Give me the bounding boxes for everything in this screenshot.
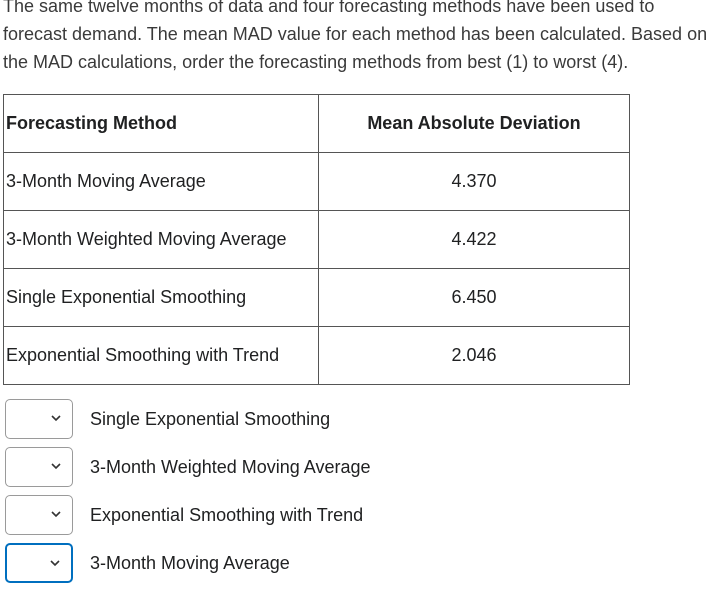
method-cell: Single Exponential Smoothing bbox=[4, 269, 319, 327]
chevron-down-icon bbox=[49, 557, 61, 569]
ranking-item bbox=[5, 493, 363, 537]
mad-value-cell: 6.450 bbox=[319, 269, 630, 327]
ranking-item-label: Exponential Smoothing with Trend bbox=[90, 504, 364, 525]
method-cell: Exponential Smoothing with Trend bbox=[4, 327, 319, 385]
mad-value-cell: 4.422 bbox=[319, 211, 630, 269]
ranking-item bbox=[5, 541, 290, 585]
chevron-down-icon bbox=[50, 508, 62, 520]
table-row bbox=[4, 269, 630, 327]
ranking-item-label: 3-Month Moving Average bbox=[90, 552, 290, 573]
ranking-item bbox=[5, 445, 371, 489]
question-text: The same twelve months of data and four forecasting methods have been used to forecast demand. The mean MAD value for each method has been calculated. Based on the MAD calculations, order the forecasting methods from best (1) to worst (4). bbox=[3, 0, 708, 72]
ranking-item bbox=[5, 397, 330, 441]
chevron-down-icon bbox=[50, 412, 62, 424]
table-header-row bbox=[4, 95, 630, 153]
table-row bbox=[4, 327, 630, 385]
mad-value-cell: 2.046 bbox=[319, 327, 630, 385]
rank-select-1[interactable] bbox=[5, 399, 73, 439]
rank-select-2[interactable] bbox=[5, 447, 73, 487]
table-row bbox=[4, 153, 630, 211]
ranking-item-label: Single Exponential Smoothing bbox=[90, 408, 331, 429]
mad-table bbox=[3, 94, 630, 385]
ranking-item-label: 3-Month Weighted Moving Average bbox=[90, 456, 371, 477]
method-cell: 3-Month Weighted Moving Average bbox=[4, 211, 319, 269]
method-cell: 3-Month Moving Average bbox=[4, 153, 319, 211]
rank-select-4[interactable] bbox=[5, 543, 73, 583]
mad-value-cell: 4.370 bbox=[319, 153, 630, 211]
table-row bbox=[4, 211, 630, 269]
chevron-down-icon bbox=[50, 460, 62, 472]
rank-select-3[interactable] bbox=[5, 495, 73, 535]
header-mean-absolute-deviation: Mean Absolute Deviation bbox=[319, 95, 630, 153]
header-forecasting-method: Forecasting Method bbox=[4, 95, 319, 153]
